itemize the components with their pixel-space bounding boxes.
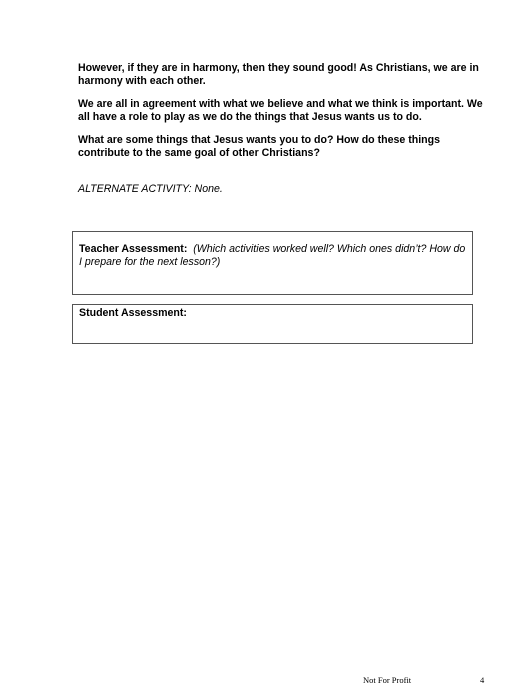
teacher-assessment-box <box>72 231 473 295</box>
footer-text: Not For Profit <box>363 675 412 685</box>
teacher-assessment-note: (Which activities worked well? Which ones didn’t? How do I prepare for the next lesson?) <box>79 243 466 268</box>
paragraph-question: What are some things that Jesus wants you to do? How do these things contribute to the same goal of other Christians? <box>78 134 440 159</box>
paragraph-harmony: However, if they are in harmony, then they sound good! As Christians, we are in harmony with each other. <box>78 62 479 87</box>
page-number: 4 <box>480 675 485 685</box>
student-assessment-box <box>72 304 473 344</box>
paragraph-agreement: We are all in agreement with what we believe and what we think is important. We all have a role to play as we do the things that Jesus wants us to do. <box>78 98 483 123</box>
alternate-activity: ALTERNATE ACTIVITY: None. <box>78 183 223 195</box>
teacher-assessment-label: Teacher Assessment: <box>79 243 188 255</box>
student-assessment-label: Student Assessment: <box>79 307 187 319</box>
